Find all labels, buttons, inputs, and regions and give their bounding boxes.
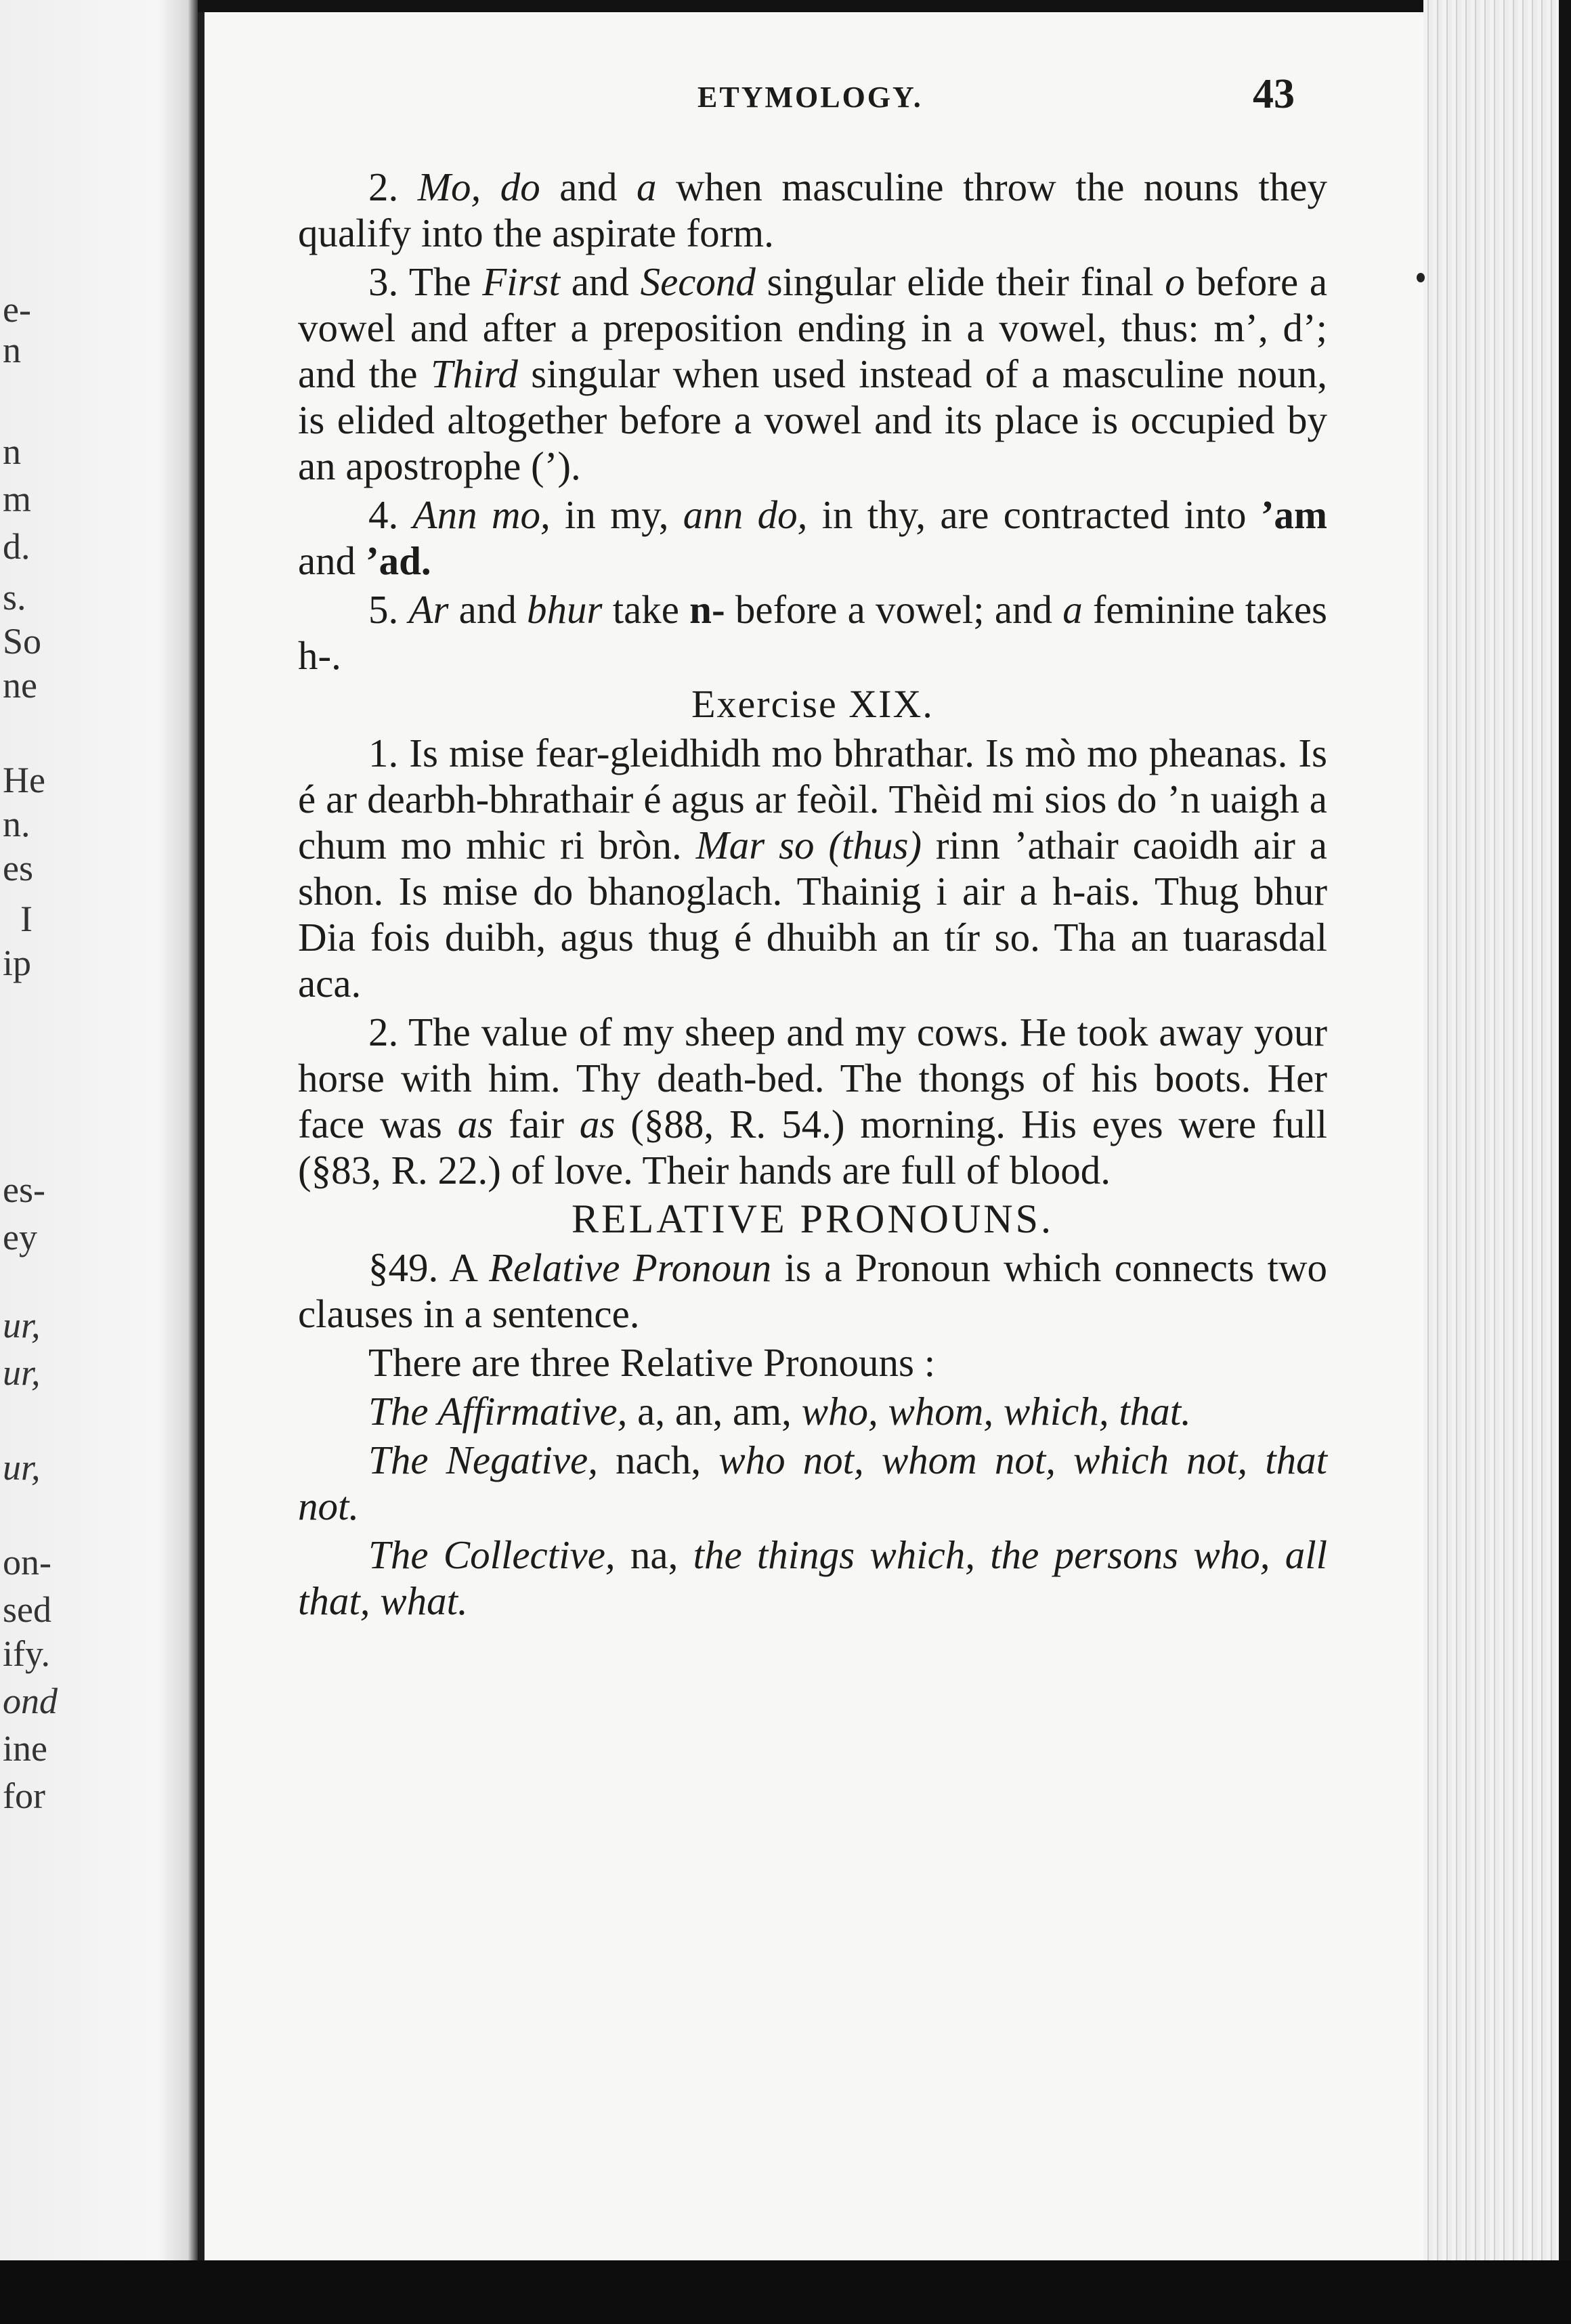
left-fragment: He — [3, 760, 45, 800]
left-fragment: ify. — [3, 1633, 50, 1674]
left-fragment: ne — [3, 665, 37, 706]
exercise-part-2: 2. The value of my sheep and my cows. He took away your horse with him. Thy death-bed. The thongs of his boots. Her face was as fair as (§88, R. 54.) morning. His eyes were full (§83, R. 22.) of love. Their hands are full of blood. — [298, 1010, 1327, 1192]
left-fragment: ond — [3, 1681, 58, 1721]
affirmative-line: The Affirmative, a, an, am, who, whom, which, that. — [368, 1389, 1191, 1434]
negative-line: The Negative, nach, who not, whom not, which not, that not. — [298, 1438, 1327, 1528]
rule-paragraph-4: 4. Ann mo, in my, ann do, in thy, are contracted into ’am and ’ad. — [298, 492, 1328, 583]
left-fragment: sed — [3, 1589, 51, 1630]
ink-dot — [1417, 273, 1425, 282]
section-49-paragraph: §49. A Relative Pronoun is a Pronoun which connects two clauses in a sentence. — [298, 1245, 1328, 1336]
page-edges — [1423, 0, 1559, 2275]
exercise-title: Exercise XIX. — [691, 682, 934, 726]
rule-paragraph-2: 2. Mo, do and a when masculine throw the nouns they qualify into the aspirate form. — [298, 165, 1327, 255]
left-fragment: es- — [3, 1169, 45, 1210]
left-fragment: n — [3, 431, 21, 472]
scan-bottom-border — [0, 2260, 1571, 2324]
left-fragment: ur, — [3, 1447, 41, 1488]
left-fragment: on- — [3, 1542, 51, 1583]
page-content — [298, 164, 1327, 1627]
left-fragment: e- — [3, 289, 31, 330]
left-fragment: for — [3, 1776, 45, 1816]
left-fragment: ur, — [3, 1305, 41, 1346]
page-number: 43 — [1253, 71, 1295, 117]
left-fragment: So — [3, 621, 42, 662]
relative-intro: There are three Relative Pronouns : — [368, 1340, 936, 1385]
left-fragment: ur, — [3, 1352, 41, 1393]
left-fragment: ey — [3, 1217, 37, 1257]
left-fragment: I — [20, 899, 33, 939]
collective-line: The Collective, na, the things which, the persons who, all that, what. — [298, 1532, 1327, 1623]
rule-paragraph-5: 5. Ar and bhur take n- before a vowel; and a feminine takes h-. — [298, 587, 1328, 678]
rule-paragraph-3: 3. The First and Second singular elide their final o before a vowel and after a preposition ending in a vowel, thus: m’, d’; and the Third singular when used instead of a masculine noun, is elided altogether before a vowel and its place is occupied by an apostrophe (’). — [298, 259, 1328, 488]
left-fragment: n — [3, 330, 21, 370]
section-title: RELATIVE PRONOUNS. — [571, 1197, 1054, 1241]
left-fragment: d. — [3, 526, 30, 567]
left-fragment: ip — [3, 943, 32, 983]
left-page-fragments — [0, 0, 176, 2324]
left-fragment: s. — [3, 577, 26, 618]
left-fragment: n. — [3, 804, 30, 844]
running-header: ETYMOLOGY. — [697, 81, 923, 114]
left-fragment: ine — [3, 1728, 47, 1769]
left-fragment: m — [3, 479, 32, 519]
left-fragment: es — [3, 848, 33, 888]
exercise-part-1: 1. Is mise fear-gleidhidh mo bhrathar. Is mò mo pheanas. Is é ar dearbh-bhrathair é agus ar feòil. Thèid mi sios do ’n uaigh a chum mo mhic ri bròn. Mar so (thus) rinn ’athair caoidh air a shon. Is mise do bhanoglach. Thainig i air a h-ais. Thug bhur Dia fois duibh, agus thug é dhuibh an tír so. Tha an tuarasdal aca. — [298, 731, 1327, 1006]
